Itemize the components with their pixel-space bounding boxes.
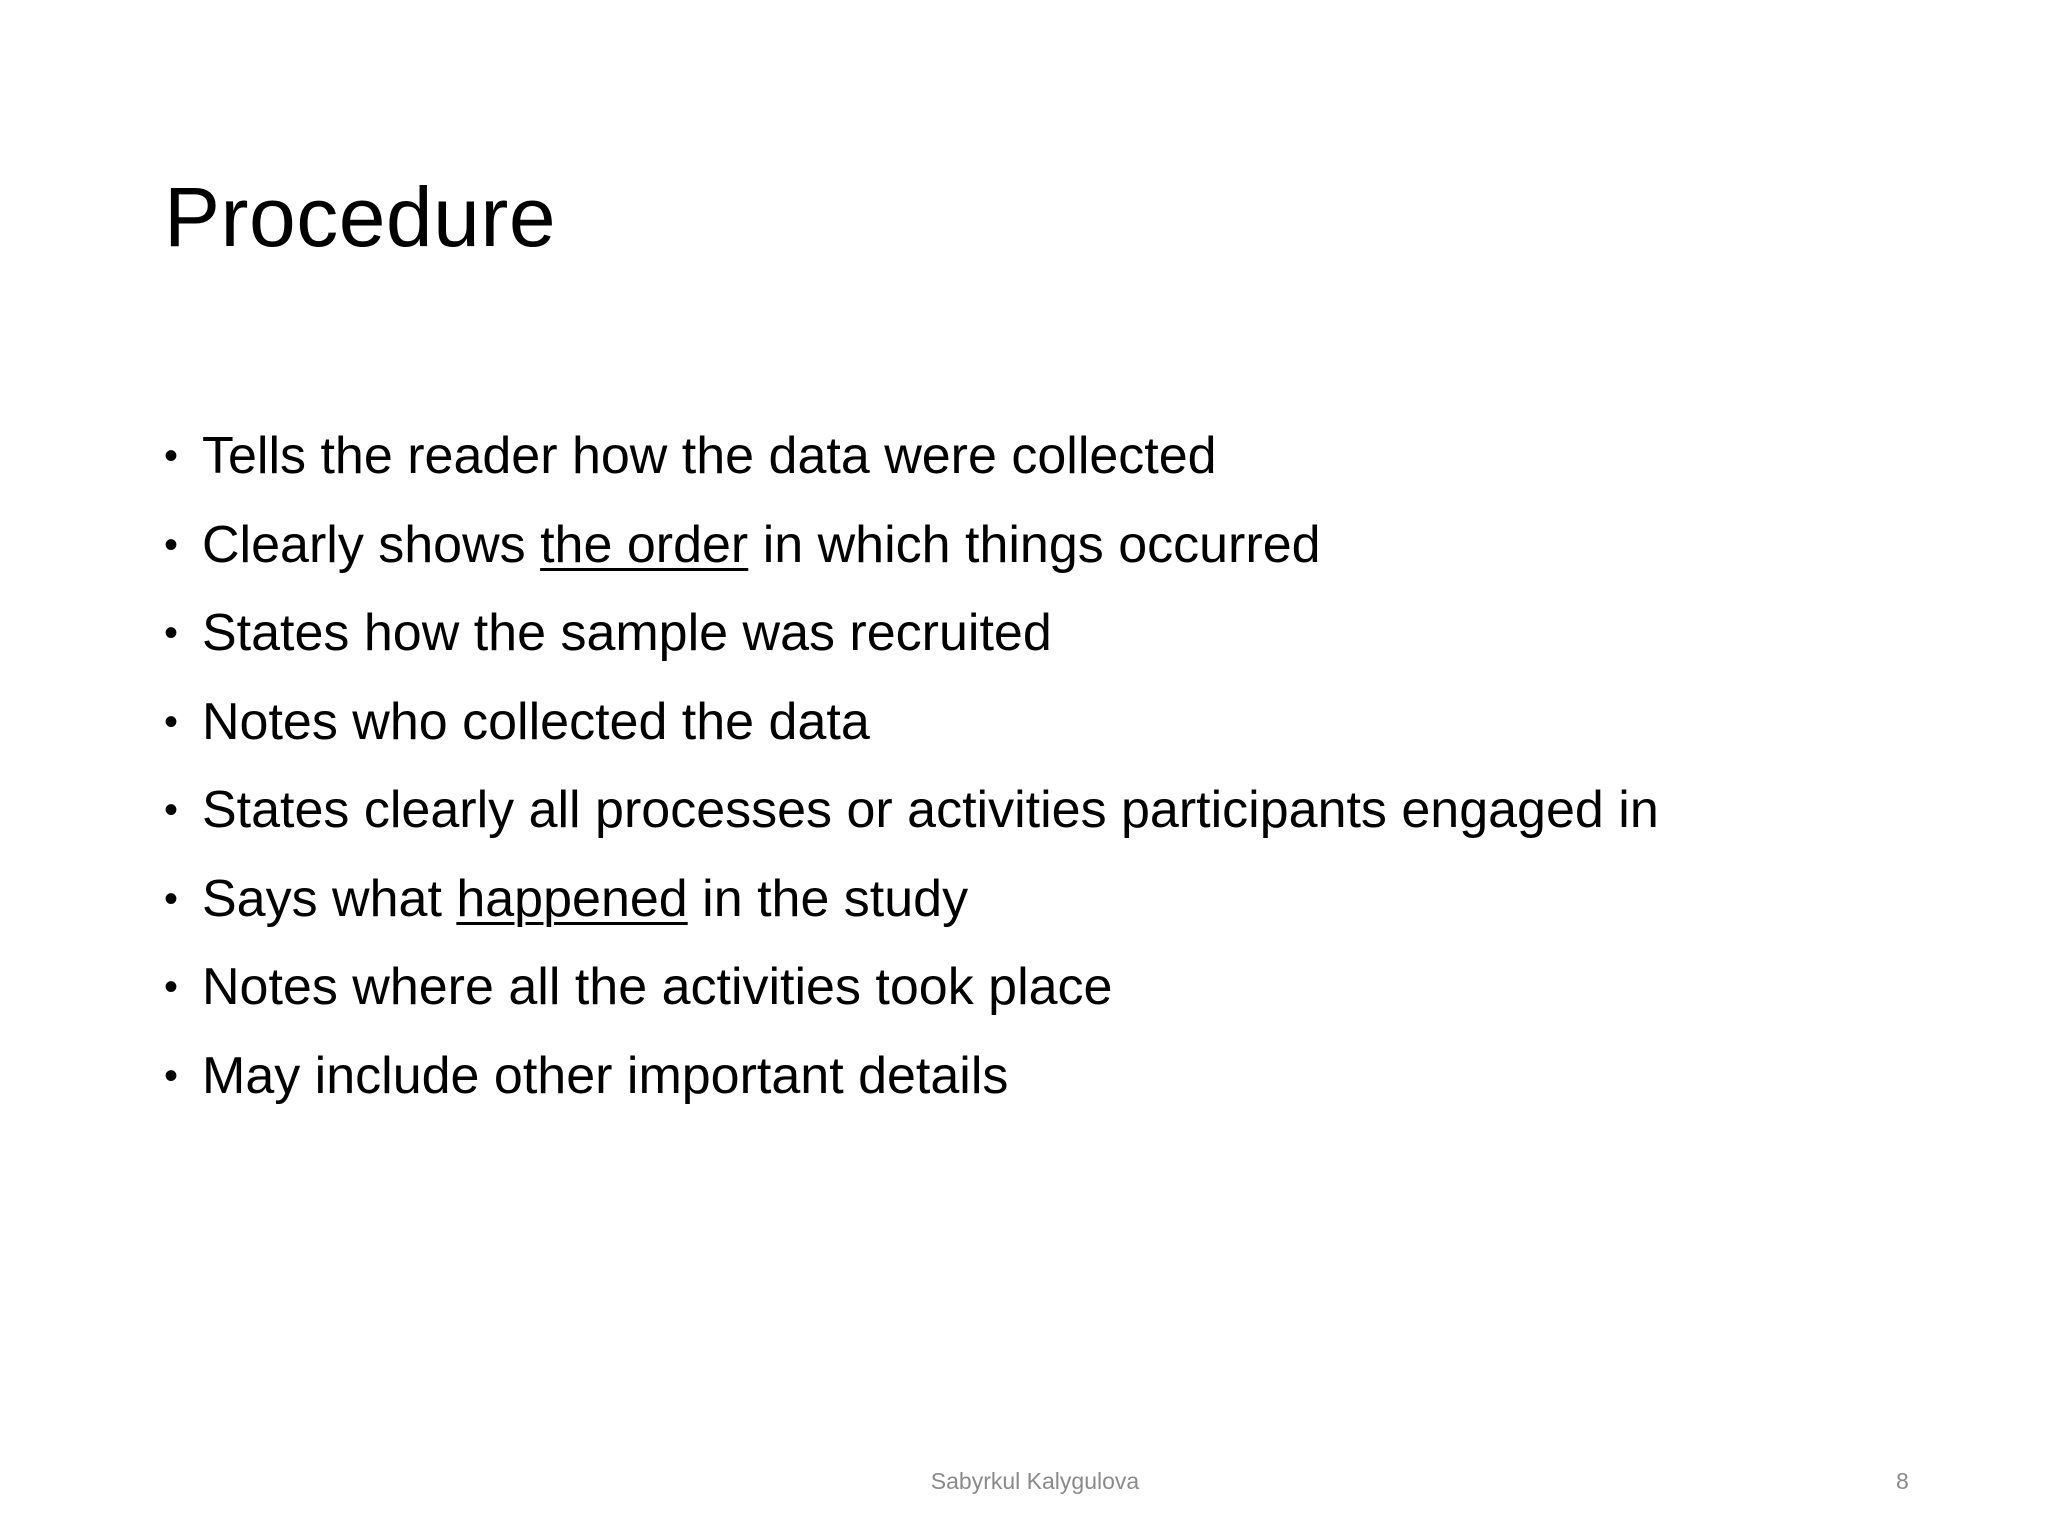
bullet-icon: • — [164, 699, 179, 744]
bullet-item — [164, 774, 1659, 863]
bullet-item — [164, 597, 1659, 686]
bullet-text: Notes who collected the data — [202, 692, 870, 751]
underlined-text: the order — [540, 515, 749, 574]
bullet-icon: • — [164, 788, 179, 832]
footer-author: Sabyrkul Kalygulova — [930, 1468, 1140, 1494]
bullet-icon: • — [164, 965, 179, 1009]
bullet-text: in the study — [687, 869, 969, 928]
bullet-item — [164, 509, 1659, 598]
bullet-text: Notes where all the activities took place — [202, 958, 1113, 1016]
bullet-icon: • — [164, 876, 179, 921]
bullet-item — [164, 420, 1659, 509]
underlined-text: happened — [456, 869, 688, 928]
bullet-icon: • — [164, 522, 179, 567]
bullet-text: May include other important details — [202, 1046, 1009, 1105]
bullet-item — [164, 951, 1659, 1040]
bullet-item — [164, 863, 1659, 952]
bullet-text: Says what — [202, 869, 457, 928]
bullet-icon: • — [164, 611, 179, 655]
slide-title: Procedure — [164, 170, 557, 264]
bullet-item — [164, 1040, 1659, 1129]
bullet-text: States clearly all processes or activities participants engaged in — [202, 781, 1659, 839]
slide-number: 8 — [1896, 1468, 1909, 1494]
bullet-icon: • — [164, 1053, 179, 1098]
bullet-text: Tells the reader how the data were collected — [202, 427, 1217, 485]
bullet-list — [164, 420, 1659, 1128]
bullet-text: Clearly shows — [202, 515, 541, 574]
bullet-item — [164, 686, 1659, 775]
bullet-text: States how the sample was recruited — [202, 604, 1052, 662]
bullet-icon: • — [164, 434, 179, 478]
bullet-text: in which things occurred — [748, 515, 1321, 574]
